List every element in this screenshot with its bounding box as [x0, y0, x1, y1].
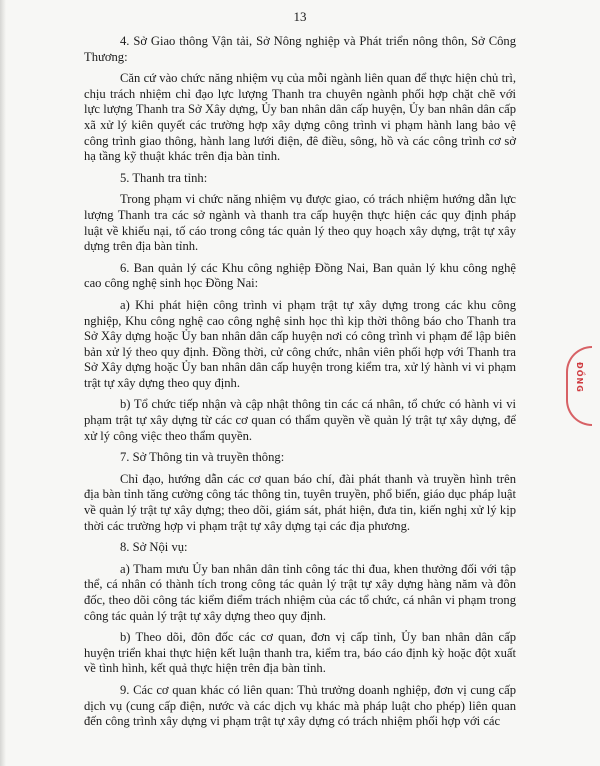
section-6-heading: 6. Ban quản lý các Khu công nghiệp Đồng Nai, Ban quản lý khu công nghệ cao công nghệ sinh học Đồng Nai:	[84, 260, 516, 291]
section-8-item-a: a) Tham mưu Ủy ban nhân dân tỉnh công tác thi đua, khen thưởng đối với tập thể, cá nhân có thành tích trong công tác quản lý trật tự xây dựng hàng năm và đôn đốc, theo dõi công tác kiểm điểm trách nhiệm của các tổ chức, cá nhân vi phạm trong công tác quản lý trật tự xây dựng theo quy định.	[84, 561, 516, 623]
section-5-body: Trong phạm vi chức năng nhiệm vụ được giao, có trách nhiệm hướng dẫn lực lượng Thanh tra các sở ngành và thanh tra cấp huyện thực hiện các quy định pháp luật về khiếu nại, tố cáo trong công tác quản lý theo quy hoạch xây dựng, trật tự xây dựng trên địa bàn tỉnh.	[84, 192, 516, 254]
section-4-body: Căn cứ vào chức năng nhiệm vụ của mỗi ngành liên quan để thực hiện chủ trì, chịu trách nhiệm chỉ đạo lực lượng Thanh tra chuyên ngành phối hợp chặt chẽ với lực lượng Thanh tra Sở Xây dựng, Ủy ban nhân dân cấp huyện, Ủy ban nhân dân cấp xã xử lý kiên quyết các trường hợp xây dựng công trình vi phạm hành lang bảo vệ công trình giao thông, hành lang lưới điện, đê điều, sông, hồ và các công trình cơ sở hạ tầng kỹ thuật khác trên địa bàn tỉnh.	[84, 71, 516, 164]
section-8-heading: 8. Sở Nội vụ:	[120, 540, 188, 555]
section-8-item-b: b) Theo dõi, đôn đốc các cơ quan, đơn vị cấp tỉnh, Ủy ban nhân dân cấp huyện triển khai thực hiện kết luận thanh tra, kiểm tra, báo cáo định kỳ hoặc đột xuất về tình hình, kết quả thực hiện trên địa bàn tỉnh.	[84, 630, 516, 676]
stamp-text: ĐỒNG	[575, 362, 584, 393]
page-number: 13	[293, 9, 307, 24]
section-6-item-a: a) Khi phát hiện công trình vi phạm trật tự xây dựng trong các khu công nghiệp, Khu công nghệ cao công nghệ sinh học thì kịp thời thông báo cho Thanh tra Sở Xây dựng hoặc Ủy ban nhân dân cấp huyện nơi có công trình vi phạm để lập biên bản xử lý theo quy định. Đồng thời, cử công chức, nhân viên phối hợp với Thanh tra Sở Xây dựng hoặc Ủy ban nhân dân cấp huyện trong kiểm tra, xử lý hành vi vi phạm trật tự xây dựng theo quy định.	[84, 297, 516, 390]
section-5-heading: 5. Thanh tra tỉnh:	[120, 170, 208, 185]
section-9-body: 9. Các cơ quan khác có liên quan: Thủ trưởng doanh nghiệp, đơn vị cung cấp dịch vụ (cung cấp điện, nước và các dịch vụ khác mà pháp luật cho phép) liên quan đến công trình xây dựng vi phạm trật tự xây dựng có trách nhiệm phối hợp với các	[84, 682, 516, 729]
section-7-body: Chỉ đạo, hướng dẫn các cơ quan báo chí, đài phát thanh và truyền hình trên địa bàn tỉnh tăng cường công tác thông tin, tuyên truyền, phổ biến, giáo dục pháp luật về quản lý trật tự xây dựng; theo dõi, giám sát, phát hiện, đưa tin, kiến nghị xử lý kịp thời các trường hợp vi phạm trật tự xây dựng tại các địa phương.	[84, 471, 516, 533]
page-edge-shadow	[0, 0, 6, 766]
section-4-heading: 4. Sở Giao thông Vận tải, Sở Nông nghiệp và Phát triển nông thôn, Sở Công Thương:	[84, 34, 516, 64]
section-7-heading: 7. Sở Thông tin và truyền thông:	[120, 450, 285, 465]
section-6-item-b: b) Tổ chức tiếp nhận và cập nhật thông tin các cá nhân, tổ chức có hành vi vi phạm trật tự xây dựng từ các cơ quan có thẩm quyền về quản lý trật tự xây dựng, để xử lý công việc theo thẩm quyền.	[84, 397, 516, 443]
document-body	[84, 34, 516, 736]
